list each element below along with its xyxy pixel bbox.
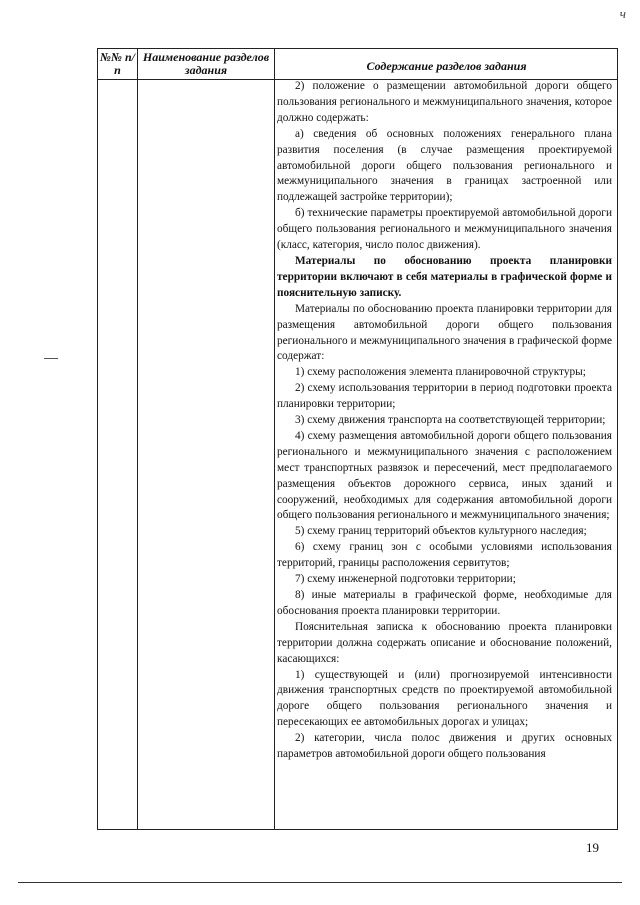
section-content [277, 79, 612, 763]
content-paragraph: 7) схему инженерной подготовки территории; [295, 573, 516, 586]
margin-dash [44, 358, 58, 359]
corner-mark: ч [619, 6, 626, 21]
content-paragraph: Пояснительная записка к обоснованию проекта планировки территории должна содержать описание и обоснование положений, касающихся: [277, 620, 612, 665]
header-number: №№ п/п [100, 50, 135, 77]
content-paragraph: а) сведения об основных положениях генерального плана развития поселения (в случае размещения проектируемой автомобильной дороги общего пользования регионального и межмуниципального значения в границах застроенной или подлежащей застройке территории); [277, 127, 612, 204]
content-paragraph: 5) схему границ территорий объектов культурного наследия; [295, 525, 587, 538]
content-paragraph: 2) положение о размещении автомобильной дороги общего пользования регионального и межмуниципального значения, которое должно содержать: [277, 80, 612, 124]
column-divider [137, 49, 138, 829]
content-paragraph: 1) существующей и (или) прогнозируемой интенсивности движения транспортных средств по проектируемой автомобильной дороге общего пользования регионального значения и пересекающих ее автомобильных дорогах и улицах; [277, 668, 612, 729]
content-paragraph: 3) схему движения транспорта на соответствующей территории; [295, 414, 606, 427]
content-paragraph: 8) иные материалы в графической форме, необходимые для обоснования проекта планировки территории. [277, 589, 612, 617]
header-section-content: Содержание разделов задания [366, 59, 527, 73]
header-section-name: Наименование разделов задания [142, 50, 270, 77]
page-number: 19 [586, 840, 599, 855]
content-paragraph: 1) схему расположения элемента планировочной структуры; [295, 366, 586, 379]
content-paragraph: 4) схему размещения автомобильной дороги общего пользования регионального и межмуниципального значения с расположением мест транспортных развязок и пересечений, мест предполагаемого размещения объектов дорожного сервиса, иных зданий и сооружений, необходимых для содержания автомобильной дороги общего пользования регионального и межмуниципального значения; [277, 429, 612, 522]
content-table [97, 48, 618, 830]
content-paragraph: Материалы по обоснованию проекта планировки территории включают в себя материалы в графической форме и пояснительную записку. [277, 254, 612, 299]
column-divider [274, 49, 275, 829]
content-paragraph: б) технические параметры проектируемой автомобильной дороги общего пользования регионального и межмуниципального значения (класс, категория, число полос движения). [277, 207, 612, 252]
footer-line [18, 882, 622, 883]
content-paragraph: Материалы по обоснованию проекта планировки территории для размещения автомобильной дороги общего пользования регионального и межмуниципального значения в графической форме содержат: [277, 302, 612, 363]
content-paragraph: 2) категории, числа полос движения и других основных параметров автомобильной дороги общего пользования [277, 732, 612, 761]
content-paragraph: 2) схему использования территории в период подготовки проекта планировки территории; [277, 382, 612, 411]
content-paragraph: 6) схему границ зон с особыми условиями использования территорий, границы расположения сервитутов; [277, 541, 612, 570]
